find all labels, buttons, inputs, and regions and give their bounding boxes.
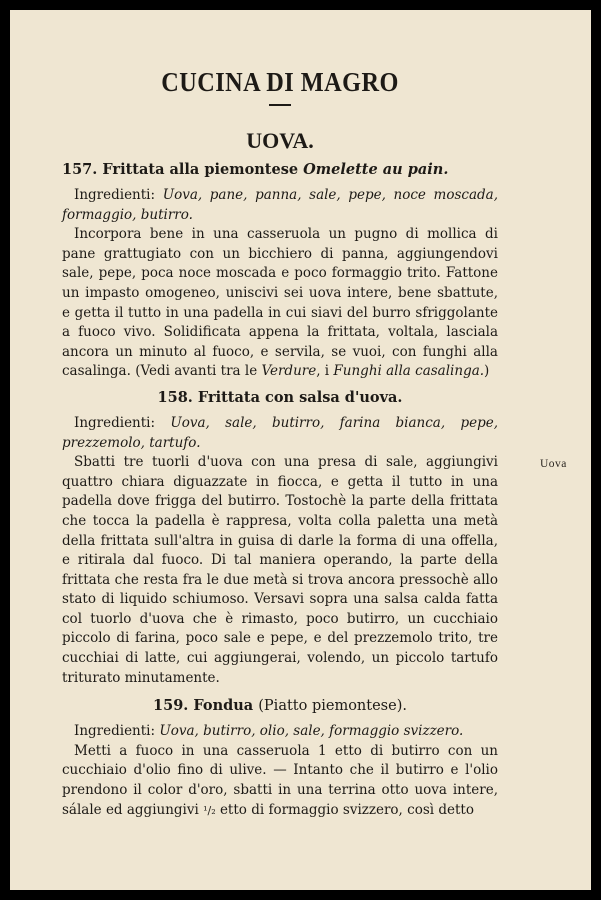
ingredients-list: Uova, pane, panna, sale, pepe, noce moscada, formaggio, butirro.: [62, 187, 498, 223]
title-divider: [269, 104, 291, 106]
recipe-157-body: [62, 225, 498, 382]
recipe-159-heading: [62, 696, 498, 716]
recipe-157-ingredients: [62, 186, 498, 225]
page-content: [62, 66, 498, 820]
ingredients-label: Ingredienti:: [74, 414, 156, 431]
recipe-number: 157.: [62, 161, 98, 178]
book-page: [10, 10, 591, 890]
cross-reference: Verdure: [261, 363, 317, 380]
recipe-159-ingredients: [62, 722, 498, 742]
recipe-subtitle: (Piatto piemontese).: [258, 698, 407, 715]
recipe-157-heading: [62, 160, 498, 180]
separator: , i: [316, 363, 330, 380]
recipe-159-body: [62, 742, 498, 820]
recipe-title: Fondua: [193, 697, 254, 715]
recipe-number: 159.: [153, 697, 189, 715]
fraction: ¹/₂: [203, 803, 216, 817]
body-text: etto di formaggio svizzero, così detto: [219, 801, 474, 818]
ingredients-label: Ingredienti:: [74, 187, 156, 203]
recipe-158-body: Sbatti tre tuorli d'uova con una presa di sale, aggiungivi quattro chiara diguazzate in fiocca, e getta il tutto in una padella dove frigga del butirro. Tostochè la parte della frittata che tocca la padella è rappresa, volta colla paletta una metà della frittata sull'altra in guisa di darle la forma di una offella, e ritirala dal fuoco. Di tal maniera operando, la parte della frittata che resta fra le due metà si trova ancora pressochè allo stato di liquido schiumoso. Versavi sopra una salsa calda fatta col tuorlo d'uova che è rimasto, poco butirro, un cucchiaio piccolo di farina, poco sale e pepe, e del prezzemolo trito, tre cucchiai di latte, cui aggiungerai, volendo, un piccolo tartufo triturato minutamente.: [62, 454, 498, 686]
chapter-title: CUCINA DI MAGRO: [161, 67, 399, 97]
recipe-number: 158.: [157, 388, 193, 406]
recipe-158-ingredients: [62, 414, 498, 453]
recipe-title: Frittata con salsa d'uova.: [197, 388, 403, 406]
recipe-alt-title: Omelette au pain.: [303, 161, 449, 178]
cross-reference: Funghi alla casalinga.: [333, 363, 485, 380]
recipe-158-heading: [62, 388, 498, 408]
closing-paren: ): [484, 363, 490, 380]
ingredients-list: Uova, sale, butirro, farina bianca, pepe, prezzemolo, tartufo.: [62, 414, 498, 451]
ingredients-label: Ingredienti:: [74, 723, 156, 740]
body-text: Metti a fuoco in una casseruola 1 etto di butirro con un cucchiaio d'olio fino di ulive. — Intanto che il butirro e l'olio prendono il color d'oro, sbatti in una terrina otto uova intere, sálale ed aggiungivi: [62, 742, 498, 818]
section-title: UOVA.: [246, 128, 314, 153]
margin-note: Uova: [540, 458, 567, 470]
body-text: Incorpora bene in una casseruola un pugno di mollica di pane grattugiato con un bicchiero di panna, aggiungendovi sale, pepe, poca noce moscada e poco formaggio trito. Fattone un impasto omogeneo, uniscivi sei uova intere, bene sbattute, e getta il tutto in una padella in cui siavi del burro sfriggolante a fuoco vivo. Solidificata appena la frittata, voltala, lasciala ancora un minuto al fuoco, e servila, se vuoi, con funghi alla casalinga. (Vedi avanti tra le: [62, 226, 498, 380]
recipe-title: Frittata alla piemontese: [102, 161, 299, 178]
ingredients-list: Uova, butirro, olio, sale, formaggio svizzero.: [159, 723, 464, 740]
